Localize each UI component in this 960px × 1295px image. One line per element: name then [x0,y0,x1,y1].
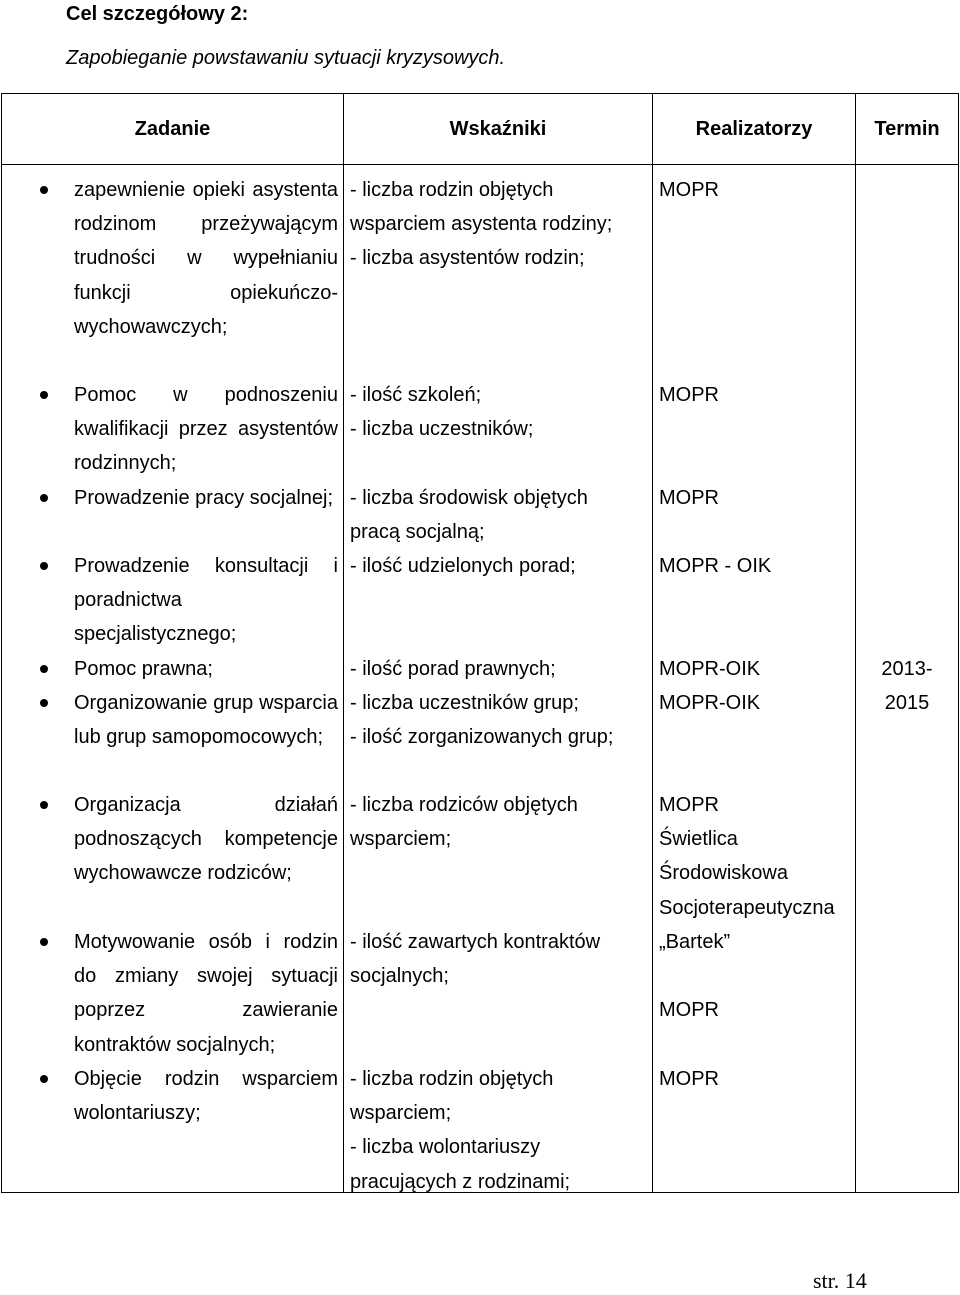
indicator-text: - liczba rodzin objętych wsparciem; - liczba wolontariuszy pracujących z rodzinami; [350,1068,571,1193]
indicator-text: - ilość zawartych kontraktów socjalnych; [350,931,601,988]
term-text: 2013- 2015 [881,658,933,715]
bullet-icon [40,562,48,570]
bullet-icon [40,801,48,809]
bullet-icon [40,665,48,673]
task-text: zapewnienie opieki asystenta rodzinom przeżywającym trudności w wypełnianiu funkcji opiekuńczo-wychowawczych; [74,179,338,338]
header-indicators: Wskaźniki [344,94,653,165]
implementer-text: MOPR [659,1068,719,1090]
implementer-text: MOPR [659,179,719,201]
task-text: Pomoc w podnoszeniu kwalifikacji przez asystentów rodzinnych; [74,384,338,475]
indicator-text: - ilość szkoleń; - liczba uczestników; [350,384,534,441]
table-body-row [2,165,959,1193]
indicator-text: - ilość porad prawnych; [350,658,556,680]
task-text: Objęcie rodzin wsparciem wolontariuszy; [74,1068,338,1125]
tasks-table [1,93,959,1193]
implementer-text: MOPR - OIK [659,555,772,577]
implementer-text: MOPR Świetlica Środowiskowa Socjoterapeutyczna „Bartek” [659,794,835,953]
bullet-icon [40,938,48,946]
task-text: Motywowanie osób i rodzin do zmiany swojej sytuacji poprzez zawieranie kontraktów socjalnych; [74,931,338,1056]
implementers-column [653,165,856,1193]
task-text: Prowadzenie konsultacji i poradnictwa specjalistycznego; [74,555,338,646]
implementer-text: MOPR [659,999,719,1021]
implementer-text: MOPR [659,487,719,509]
bullet-icon [40,391,48,399]
bullet-icon [40,699,48,707]
section-subheading: Zapobieganie powstawaniu sytuacji kryzysowych. [66,47,506,69]
header-task: Zadanie [2,94,344,165]
indicator-text: - liczba uczestników grup; - ilość zorganizowanych grup; [350,692,614,749]
header-implementers: Realizatorzy [653,94,856,165]
table-header-row [2,94,959,165]
header-term: Termin [856,94,959,165]
task-text: Prowadzenie pracy socjalnej; [74,487,334,509]
bullet-icon [40,186,48,194]
implementer-text: MOPR-OIK [659,658,761,680]
task-column [2,165,344,1193]
indicator-text: - ilość udzielonych porad; [350,555,576,577]
page-number: str. 14 [813,1268,867,1293]
bullet-icon [40,1075,48,1083]
indicator-text: - liczba rodzin objętych wsparciem asystenta rodziny; - liczba asystentów rodzin; [350,179,613,270]
task-text: Pomoc prawna; [74,658,213,680]
implementer-text: MOPR-OIK [659,692,761,714]
indicators-column [344,165,653,1193]
indicator-text: - liczba rodziców objętych wsparciem; [350,794,578,851]
bullet-icon [40,494,48,502]
term-column [856,165,959,1193]
section-heading: Cel szczegółowy 2: [66,3,249,25]
implementer-text: MOPR [659,384,719,406]
task-text: Organizacja działań podnoszących kompetencje wychowawcze rodziców; [74,794,338,885]
task-text: Organizowanie grup wsparcia lub grup samopomocowych; [74,692,338,749]
indicator-text: - liczba środowisk objętych pracą socjalną; [350,487,588,544]
